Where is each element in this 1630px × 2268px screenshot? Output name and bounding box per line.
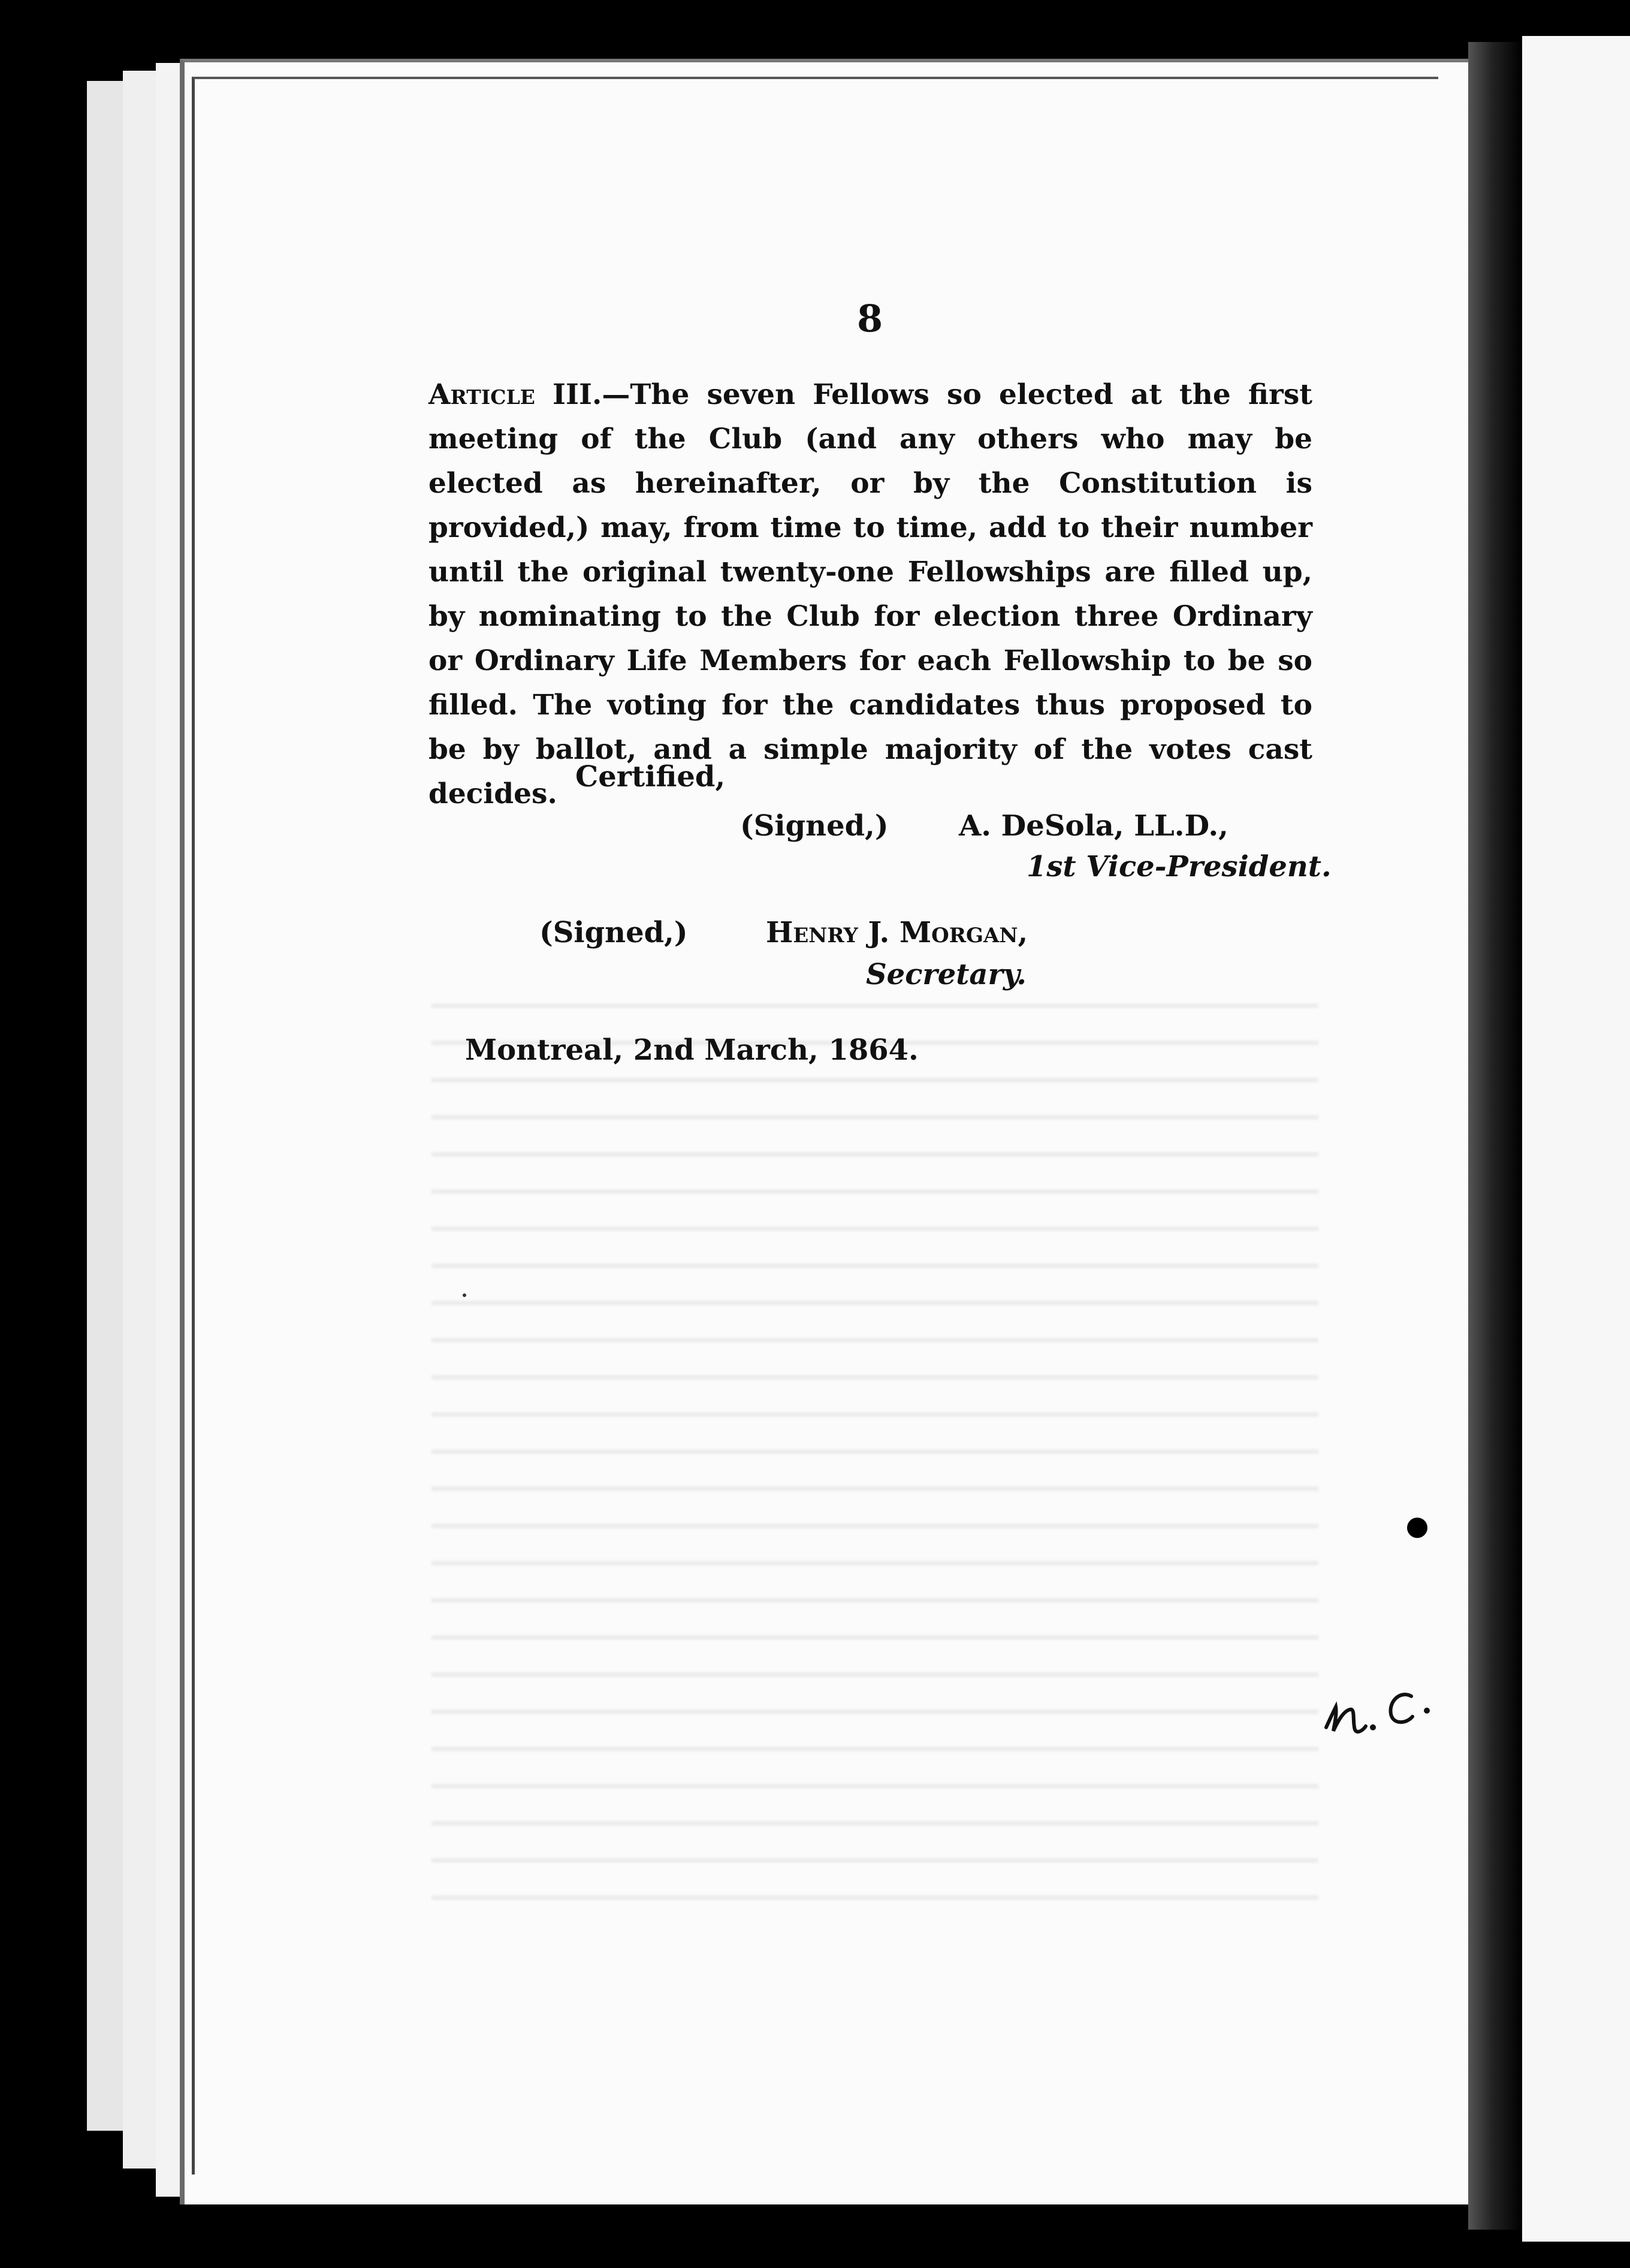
signatory-name: A. DeSola, LL.D.,	[959, 809, 1228, 843]
gutter-shadow	[1468, 42, 1522, 2230]
signatory-name: Henry J. Morgan,	[766, 916, 1028, 949]
bleed-through-text	[431, 983, 1318, 1918]
article-label: Article III.	[428, 378, 602, 411]
article-text: —The seven Fellows so elected at the first meeting of the Club (and any others who may be elected as hereinafter, or by the Constitution is provided,) may, from time to time, add to their number until the original twenty-one Fellowships are filled up, by nominating to the Club for election three Ordinary or Ordinary Life Members for each Fellowship to be so filled. The voting for the candidates thus proposed to be by ballot, and a simple majority of the votes cast decides.	[428, 378, 1312, 810]
signatory-title: 1st Vice-President.	[1027, 850, 1332, 883]
certified-label: Certified,	[575, 760, 726, 794]
signed-label: (Signed,)	[539, 916, 688, 949]
ink-speck	[463, 1293, 466, 1297]
page-number: 8	[857, 297, 883, 340]
facing-page-edge	[1522, 36, 1630, 2242]
article-body	[428, 373, 1312, 816]
signatory-title: Secretary.	[866, 958, 1027, 991]
dateline: Montreal, 2nd March, 1864.	[465, 1033, 919, 1067]
ink-dot	[1407, 1518, 1427, 1538]
handwritten-note	[1321, 1672, 1435, 1744]
signed-label: (Signed,)	[740, 809, 889, 843]
article-paragraph	[428, 373, 1312, 816]
